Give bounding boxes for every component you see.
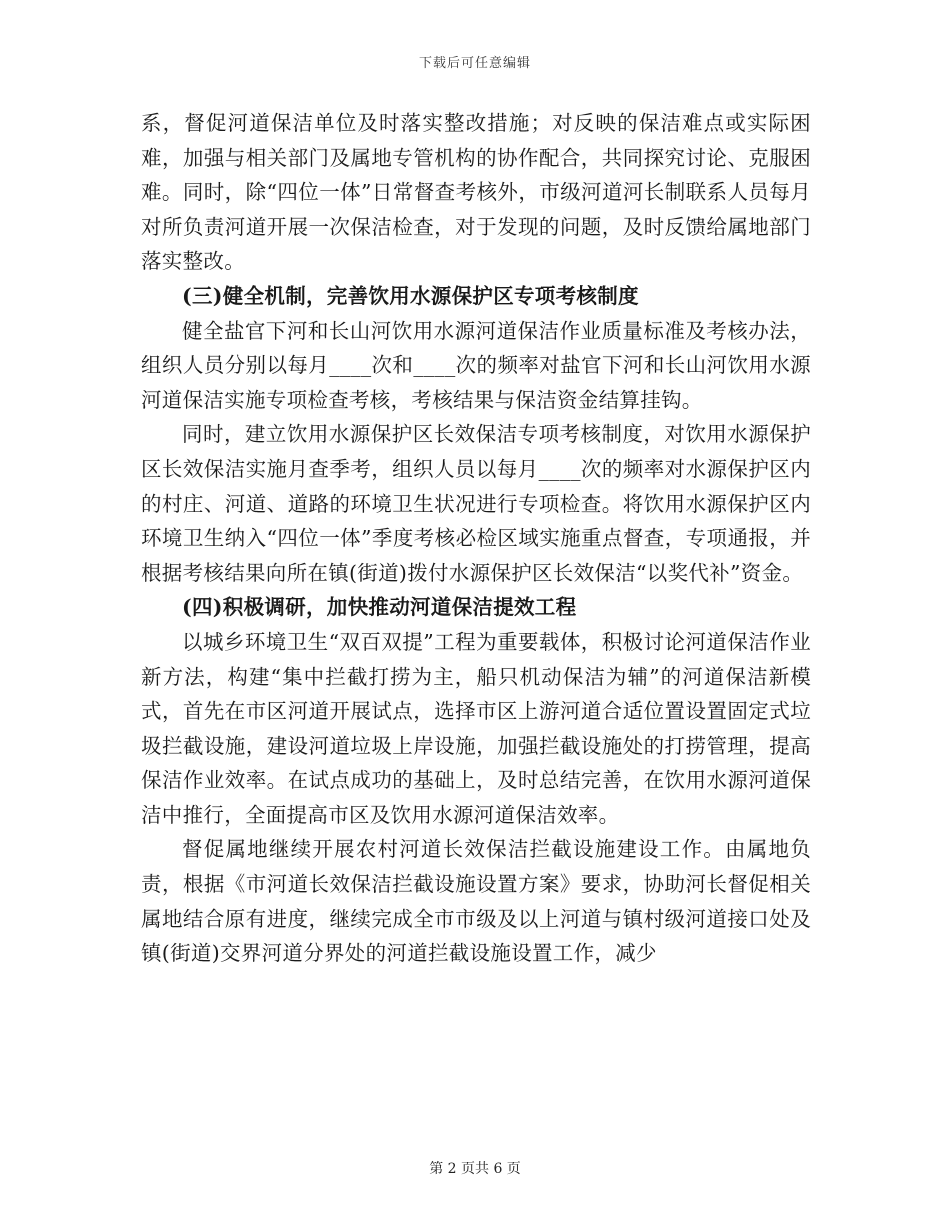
document-body — [141, 106, 811, 971]
paragraph-continuation: 系，督促河道保洁单位及时落实整改措施；对反映的保洁难点或实际困难，加强与相关部门及属地专管机构的协作配合，共同探究讨论、克服困难。同时，除“四位一体”日常督查考核外，市级河道河长制联系人员每月对所负责河道开展一次保洁检查，对于发现的问题，及时反馈给属地部门落实整改。 — [141, 111, 811, 274]
paragraph: 督促属地继续开展农村河道长效保洁拦截设施建设工作。由属地负责，根据《市河道长效保洁拦截设施设置方案》要求，协助河长督促相关属地结合原有进度，继续完成全市市级及以上河道与镇村级河道接口处及镇(街道)交界河道分界处的河道拦截设施设置工作，减少 — [141, 837, 811, 966]
paragraph: 同时，建立饮用水源保护区长效保洁专项考核制度，对饮用水源保护区长效保洁实施月查季考，组织人员以每月____次的频率对水源保护区内的村庄、河道、道路的环境卫生状况进行专项检查。将饮用水源保护区内环境卫生纳入“四位一体”季度考核必检区域实施重点督查，专项通报，并根据考核结果向所在镇(街道)拨付水源保护区长效保洁“以奖代补”资金。 — [141, 422, 811, 585]
paragraph: 健全盐官下河和长山河饮用水源河道保洁作业质量标准及考核办法，组织人员分别以每月____次和____次的频率对盐官下河和长山河饮用水源河道保洁实施专项检查考核，考核结果与保洁资金结算挂钩。 — [141, 318, 811, 412]
page-number: 第 2 页共 6 页 — [429, 1161, 521, 1177]
paragraph: 以城乡环境卫生“双百双提”工程为重要载体，积极讨论河道保洁作业新方法，构建“集中拦截打捞为主，船只机动保洁为辅”的河道保洁新模式，首先在市区河道开展试点，选择市区上游河道合适位置设置固定式垃圾拦截设施，建设河道垃圾上岸设施，加强拦截设施处的打捞管理，提高保洁作业效率。在试点成功的基础上，及时总结完善，在饮用水源河道保洁中推行，全面提高市区及饮用水源河道保洁效率。 — [141, 629, 811, 827]
section-heading-3: (三)健全机制，完善饮用水源保护区专项考核制度 — [182, 283, 639, 308]
section-heading-4: (四)积极调研，加快推动河道保洁提效工程 — [182, 595, 577, 620]
page-header: 下载后可任意编辑 — [418, 56, 531, 71]
